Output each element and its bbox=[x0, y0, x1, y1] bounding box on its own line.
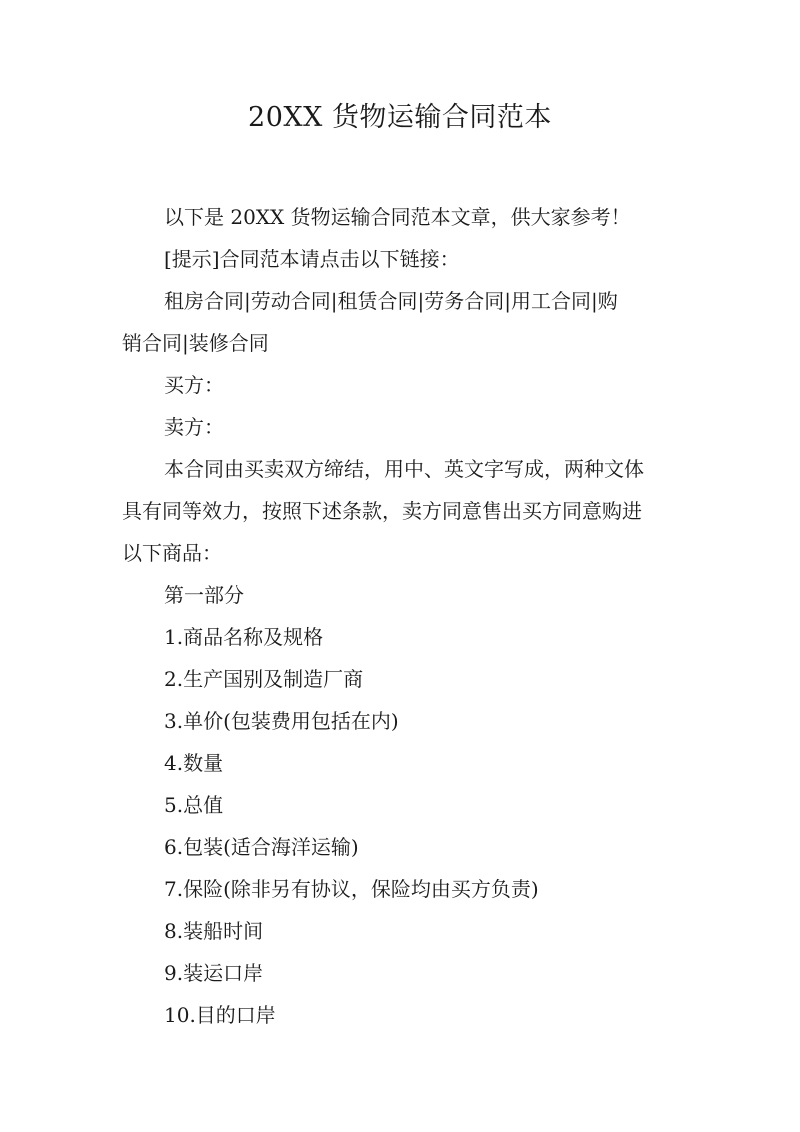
links-line-2: 销合同|装修合同 bbox=[122, 331, 269, 355]
tip-paragraph: [提示]合同范本请点击以下链接： bbox=[164, 247, 460, 271]
buyer-line: 买方： bbox=[164, 373, 224, 397]
contract-line-2: 具有同等效力，按照下述条款，卖方同意售出买方同意购进 bbox=[122, 499, 642, 523]
seller-line: 卖方： bbox=[164, 415, 224, 439]
list-item: 2.生产国别及制造厂商 bbox=[164, 667, 364, 691]
part-one-heading: 第一部分 bbox=[164, 583, 244, 607]
list-item: 5.总值 bbox=[164, 793, 224, 817]
document-title: 20XX 货物运输合同范本 bbox=[248, 102, 552, 133]
contract-line-3: 以下商品： bbox=[122, 541, 222, 565]
list-item: 10.目的口岸 bbox=[164, 1003, 276, 1027]
list-item: 4.数量 bbox=[164, 751, 224, 775]
links-line-1: 租房合同|劳动合同|租赁合同|劳务合同|用工合同|购 bbox=[164, 289, 618, 313]
list-item: 6.包装(适合海洋运输) bbox=[164, 835, 359, 859]
list-item: 9.装运口岸 bbox=[164, 961, 264, 985]
document-body bbox=[122, 196, 678, 1036]
list-item: 8.装船时间 bbox=[164, 919, 264, 943]
list-item: 3.单价(包装费用包括在内) bbox=[164, 709, 399, 733]
list-item: 1.商品名称及规格 bbox=[164, 625, 324, 649]
intro-paragraph: 以下是 20XX 货物运输合同范本文章，供大家参考！ bbox=[164, 205, 631, 229]
list-item: 7.保险(除非另有协议，保险均由买方负责) bbox=[164, 877, 539, 901]
contract-line-1: 本合同由买卖双方缔结，用中、英文字写成，两种文体 bbox=[164, 457, 644, 481]
